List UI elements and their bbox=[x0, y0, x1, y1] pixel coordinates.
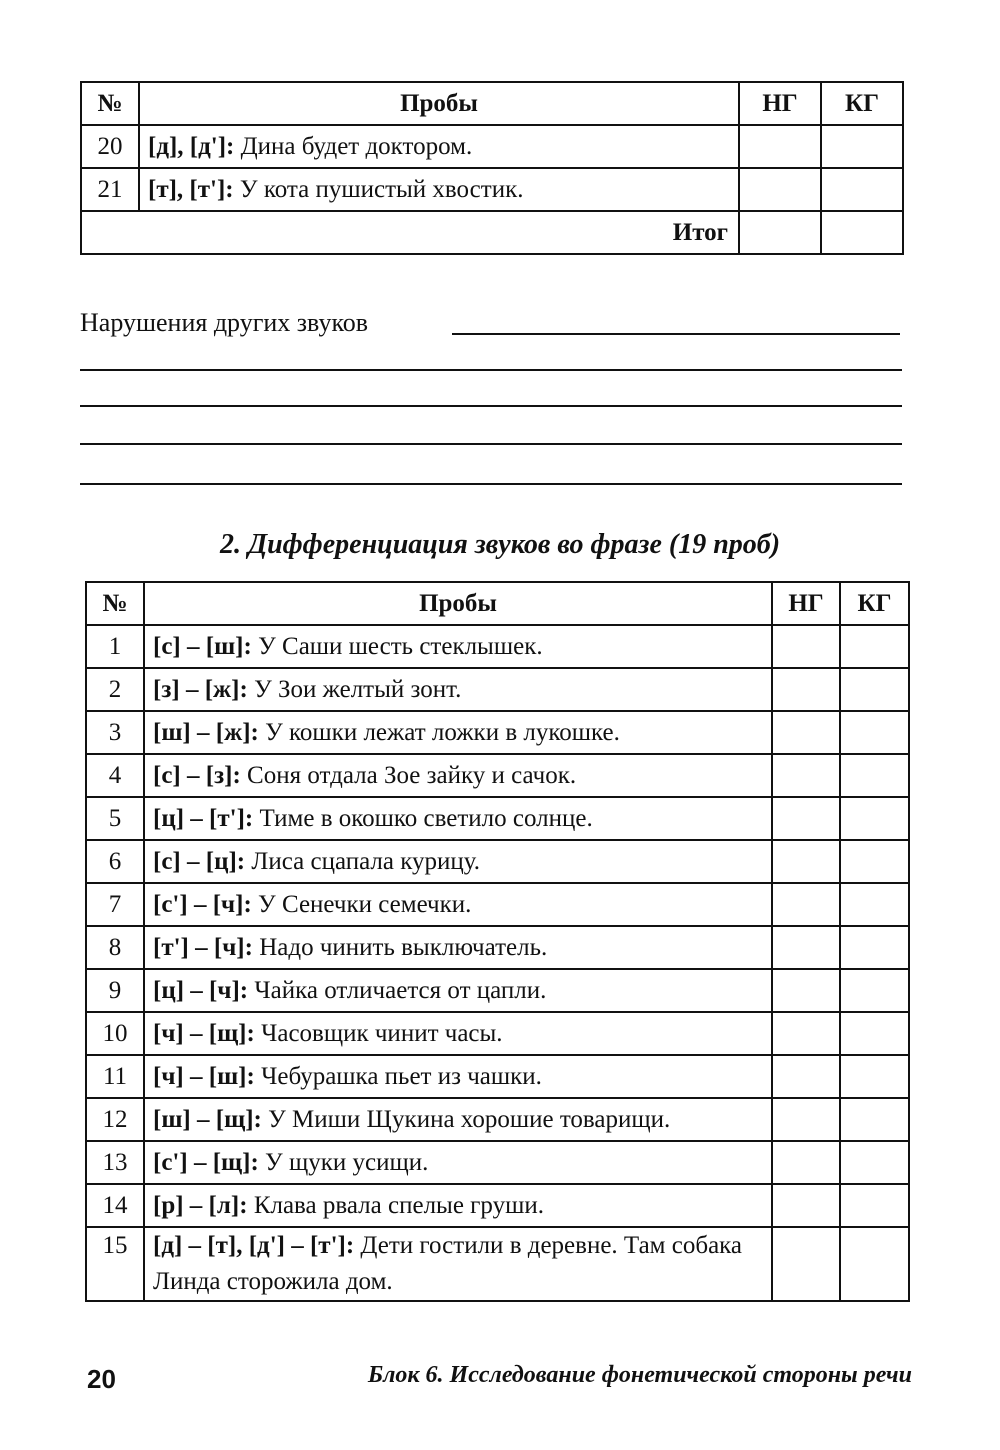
ng-cell[interactable] bbox=[772, 754, 840, 797]
kg-cell[interactable] bbox=[840, 1184, 909, 1227]
table-row bbox=[86, 883, 909, 926]
row-phrase: Дети гостили в деревне. Там собака Линда сторожила дом. bbox=[153, 1232, 743, 1295]
row-sounds: [ч] – [щ]: bbox=[153, 1019, 255, 1047]
row-num: 15 bbox=[86, 1227, 144, 1301]
table-row bbox=[86, 1141, 909, 1184]
header-kg: КГ bbox=[840, 582, 909, 625]
ng-cell[interactable] bbox=[739, 168, 821, 211]
results-table-1 bbox=[80, 81, 904, 255]
row-sounds: [ц] – [т']: bbox=[153, 804, 254, 832]
kg-cell[interactable] bbox=[821, 168, 903, 211]
ng-cell[interactable] bbox=[772, 668, 840, 711]
row-probe bbox=[144, 625, 772, 668]
row-probe bbox=[144, 969, 772, 1012]
kg-cell[interactable] bbox=[840, 883, 909, 926]
ng-cell[interactable] bbox=[772, 797, 840, 840]
row-num: 11 bbox=[86, 1055, 144, 1098]
ng-cell[interactable] bbox=[772, 1012, 840, 1055]
kg-cell[interactable] bbox=[840, 711, 909, 754]
row-num: 3 bbox=[86, 711, 144, 754]
row-phrase: Надо чинить выключатель. bbox=[252, 933, 548, 961]
row-sounds: [ч] – [ш]: bbox=[153, 1062, 255, 1090]
table-row bbox=[86, 1098, 909, 1141]
page-number: 20 bbox=[87, 1364, 116, 1394]
row-sounds: [с'] – [ч]: bbox=[153, 890, 252, 918]
ng-total-cell[interactable] bbox=[739, 211, 821, 254]
row-sounds: [з] – [ж]: bbox=[153, 675, 248, 703]
row-phrase: Чайка отличается от цапли. bbox=[248, 976, 547, 1004]
row-sounds: [с] – [ш]: bbox=[153, 632, 252, 660]
section-title: 2. Дифференциация звуков во фразе (19 проб) bbox=[219, 529, 781, 560]
row-probe bbox=[144, 1098, 772, 1141]
row-sounds: [с'] – [щ]: bbox=[153, 1148, 259, 1176]
row-probe bbox=[144, 840, 772, 883]
kg-cell[interactable] bbox=[840, 840, 909, 883]
answer-line[interactable] bbox=[80, 483, 902, 485]
row-sounds: [ш] – [ж]: bbox=[153, 718, 259, 746]
footer-title: Блок 6. Исследование фонетической стороны речи bbox=[367, 1362, 912, 1388]
row-sounds: [с] – [з]: bbox=[153, 761, 241, 789]
table-row bbox=[86, 969, 909, 1012]
ng-cell[interactable] bbox=[772, 883, 840, 926]
header-kg: КГ bbox=[821, 82, 903, 125]
table-row bbox=[86, 926, 909, 969]
row-probe bbox=[144, 1227, 772, 1301]
answer-line[interactable] bbox=[80, 443, 902, 445]
table-row bbox=[86, 1184, 909, 1227]
row-phrase: Лиса сцапала курицу. bbox=[245, 847, 481, 875]
kg-cell[interactable] bbox=[840, 625, 909, 668]
total-row bbox=[81, 211, 903, 254]
violations-label: Нарушения других звуков bbox=[80, 308, 369, 337]
ng-cell[interactable] bbox=[772, 969, 840, 1012]
header-num: № bbox=[86, 582, 144, 625]
kg-cell[interactable] bbox=[840, 926, 909, 969]
row-probe bbox=[144, 1012, 772, 1055]
table-row bbox=[86, 668, 909, 711]
table-header-row bbox=[86, 582, 909, 625]
row-probe bbox=[144, 668, 772, 711]
row-probe bbox=[144, 711, 772, 754]
row-probe bbox=[144, 1055, 772, 1098]
row-num: 10 bbox=[86, 1012, 144, 1055]
table-row bbox=[86, 1227, 909, 1301]
row-num: 12 bbox=[86, 1098, 144, 1141]
kg-cell[interactable] bbox=[840, 797, 909, 840]
row-phrase: Дина будет доктором. bbox=[234, 132, 473, 160]
row-phrase: У щуки усищи. bbox=[258, 1148, 429, 1176]
row-sounds: [ш] – [щ]: bbox=[153, 1105, 262, 1133]
row-phrase: У Саши шесть стеклышек. bbox=[251, 632, 543, 660]
row-num: 8 bbox=[86, 926, 144, 969]
row-phrase: У кота пушистый хвостик. bbox=[233, 175, 524, 203]
table-header-row bbox=[81, 82, 903, 125]
ng-cell[interactable] bbox=[739, 125, 821, 168]
row-phrase: У Зои желтый зонт. bbox=[247, 675, 462, 703]
table-row bbox=[86, 1055, 909, 1098]
row-num: 4 bbox=[86, 754, 144, 797]
row-probe bbox=[139, 168, 739, 211]
answer-line[interactable] bbox=[80, 405, 902, 407]
row-num: 14 bbox=[86, 1184, 144, 1227]
row-phrase: Часовщик чинит часы. bbox=[254, 1019, 503, 1047]
row-sounds: [ц] – [ч]: bbox=[153, 976, 249, 1004]
row-num: 2 bbox=[86, 668, 144, 711]
ng-cell[interactable] bbox=[772, 711, 840, 754]
kg-cell[interactable] bbox=[840, 1012, 909, 1055]
header-probe: Пробы bbox=[139, 82, 739, 125]
row-probe bbox=[144, 754, 772, 797]
row-num: 13 bbox=[86, 1141, 144, 1184]
row-sounds: [р] – [л]: bbox=[153, 1191, 248, 1219]
row-num: 7 bbox=[86, 883, 144, 926]
table-row bbox=[86, 840, 909, 883]
ng-cell[interactable] bbox=[772, 1141, 840, 1184]
row-num: 20 bbox=[81, 125, 139, 168]
row-phrase: Соня отдала Зое зайку и сачок. bbox=[240, 761, 577, 789]
row-sounds: [т], [т']: bbox=[148, 175, 234, 203]
row-probe bbox=[144, 1141, 772, 1184]
header-num: № bbox=[81, 82, 139, 125]
row-phrase: Чебурашка пьет из чашки. bbox=[254, 1062, 542, 1090]
row-phrase: Клава рвала спелые груши. bbox=[247, 1191, 544, 1219]
row-sounds: [с] – [ц]: bbox=[153, 847, 246, 875]
row-phrase: У Сенечки семечки. bbox=[251, 890, 472, 918]
kg-cell[interactable] bbox=[840, 754, 909, 797]
ng-cell[interactable] bbox=[772, 1184, 840, 1227]
kg-cell[interactable] bbox=[840, 668, 909, 711]
row-sounds: [т'] – [ч]: bbox=[153, 933, 253, 961]
row-probe bbox=[144, 883, 772, 926]
table-row bbox=[86, 797, 909, 840]
ng-cell[interactable] bbox=[772, 840, 840, 883]
row-sounds: [д] – [т], [д'] – [т']: bbox=[153, 1232, 355, 1259]
header-ng: НГ bbox=[739, 82, 821, 125]
row-phrase: Тиме в окошко светило солнце. bbox=[253, 804, 593, 832]
kg-cell[interactable] bbox=[840, 1227, 909, 1301]
row-probe bbox=[139, 125, 739, 168]
table-row bbox=[86, 711, 909, 754]
row-probe bbox=[144, 926, 772, 969]
row-phrase: У Миши Щукина хорошие товарищи. bbox=[261, 1105, 671, 1133]
total-label: Итог bbox=[81, 211, 739, 254]
row-num: 9 bbox=[86, 969, 144, 1012]
ng-cell[interactable] bbox=[772, 625, 840, 668]
kg-cell[interactable] bbox=[840, 1098, 909, 1141]
header-ng: НГ bbox=[772, 582, 840, 625]
row-num: 5 bbox=[86, 797, 144, 840]
header-probe: Пробы bbox=[144, 582, 772, 625]
kg-cell[interactable] bbox=[840, 1055, 909, 1098]
row-num: 21 bbox=[81, 168, 139, 211]
answer-line[interactable] bbox=[452, 333, 900, 335]
kg-total-cell[interactable] bbox=[821, 211, 903, 254]
ng-cell[interactable] bbox=[772, 1227, 840, 1301]
table-row bbox=[81, 125, 903, 168]
table-row bbox=[86, 754, 909, 797]
kg-cell[interactable] bbox=[821, 125, 903, 168]
table-row bbox=[86, 1012, 909, 1055]
row-probe bbox=[144, 797, 772, 840]
row-sounds: [д], [д']: bbox=[148, 132, 235, 160]
table-row bbox=[86, 625, 909, 668]
table-row bbox=[81, 168, 903, 211]
kg-cell[interactable] bbox=[840, 969, 909, 1012]
ng-cell[interactable] bbox=[772, 926, 840, 969]
ng-cell[interactable] bbox=[772, 1055, 840, 1098]
row-num: 1 bbox=[86, 625, 144, 668]
kg-cell[interactable] bbox=[840, 1141, 909, 1184]
row-num: 6 bbox=[86, 840, 144, 883]
row-phrase: У кошки лежат ложки в лукошке. bbox=[258, 718, 620, 746]
answer-line[interactable] bbox=[80, 369, 902, 371]
results-table-2 bbox=[85, 581, 910, 1302]
ng-cell[interactable] bbox=[772, 1098, 840, 1141]
row-probe bbox=[144, 1184, 772, 1227]
